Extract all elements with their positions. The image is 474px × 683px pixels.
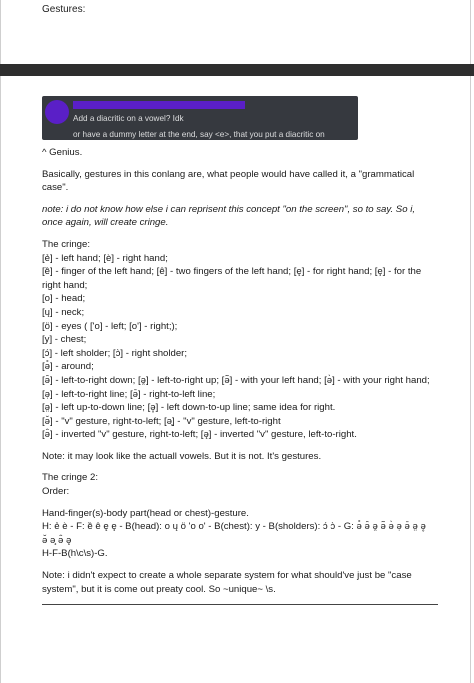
order-format: Hand-finger(s)-body part(head or chest)-gesture. [42,507,249,519]
order-letters: H: ẻ è - F: ȅ ȇ ę ȩ - B(head): o ų ö 'o o' - B(chest): y - B(sholders): ɔ́ ɔ̀ - G: ə̊ ə̑ ə̯ ə̃ ə̀ ə̣ ə̄ ə̤ ə̥ [42,521,426,533]
list-item: [ə̊] - around; [42,361,94,373]
list-item: [ɔ́] - left sholder; [ɔ̀] - right sholder; [42,347,188,359]
list-item: [y] - chest; [42,334,87,346]
cringe2-subtitle: Order: [42,486,70,498]
cringe-title: The cringe: [42,238,90,250]
quote-line-1: Add a diacritic on a vowel? Idk [73,114,184,123]
order-sequence: H-F-B(h\c\s)-G. [42,548,108,560]
cringe2-block [42,471,438,498]
avatar [45,100,69,124]
quote-line-2: or have a dummy letter at the end, say <e>, that you put a diacritic on [73,130,325,139]
list-item: [ə̂] - inverted "v" gesture, right-to-left; [ə̨] - inverted "v" gesture, left-to-right. [42,429,357,441]
page-border-right [470,0,471,683]
separator-band [0,64,474,76]
section-header: Gestures: [42,4,86,15]
page-border-left [0,0,1,683]
note-paragraph-2: Note: it may look like the actuall vowels. But it is not. It's gestures. [42,450,322,462]
cringe-list [42,238,438,442]
list-item: [ə̣] - left-to-right line; [ə̄] - right-to-left line; [42,388,216,400]
list-item: [o] - head; [42,293,86,305]
quoted-message [42,96,358,140]
intro-paragraph: Basically, gestures in this conlang are, what people would have called it, a "grammatical case". [42,168,415,194]
list-item: [ə̤] - left up-to-down line; [ə̥] - left down-to-up line; same idea for right. [42,402,336,414]
list-item: [ẻ] - left hand; [è] - right hand; [42,252,168,264]
list-item: [ö] - eyes ( ['o] - left; [o'] - right;); [42,320,178,332]
post-content [42,92,438,605]
list-item: [ə̌] - "v" gesture, right-to-left; [ə̧] - "v" gesture, left-to-right [42,415,281,427]
bottom-divider [42,604,438,605]
order-letters-cont: ə̌ ə̧ ə̂ ə̨ [42,534,72,546]
cringe2-title: The cringe 2: [42,472,98,484]
redacted-username [73,101,245,109]
list-item: [ȅ] - finger of the left hand; [ȇ] - two fingers of the left hand; [ę] - for right hand; [ȩ] - for the right hand; [42,266,424,291]
list-item: [ə̑] - left-to-right down; [ə̯] - left-to-right up; [ə̃] - with your left hand; [ə̀] - with your right hand; [42,374,430,386]
list-item: [ų] - neck; [42,306,85,318]
note-paragraph-3: Note: i didn't expect to create a whole separate system for what should've just be "case system", but it is come out preaty cool. So ~unique~ \s. [42,570,412,595]
order-block [42,507,438,561]
reply-text: ^ Genius. [42,147,83,158]
note-paragraph: note: i do not know how else i can reprisent this concept "on the screen", so to say. So i, once again, will create cringe. [42,203,415,229]
